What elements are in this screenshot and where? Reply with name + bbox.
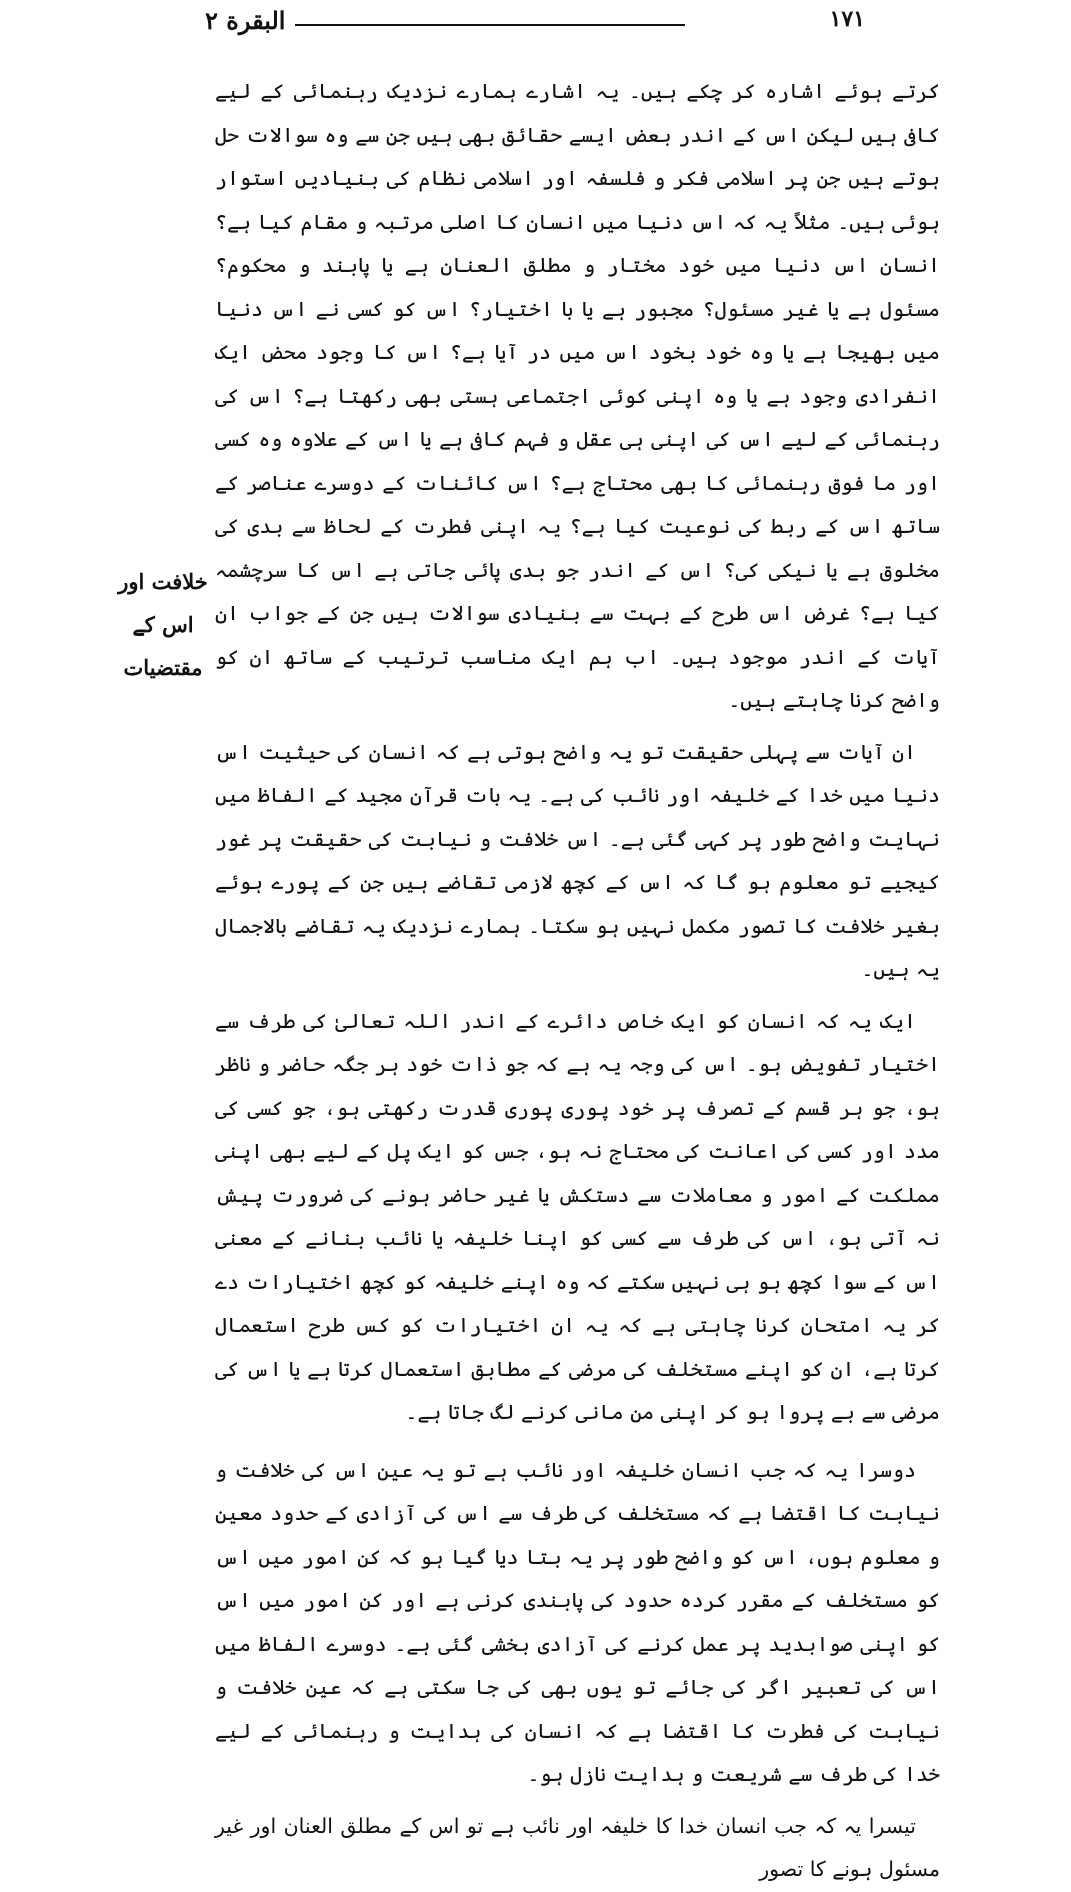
margin-note-line: اس کے [132, 612, 194, 637]
page-body [215, 70, 940, 1881]
page-number: ١٧١ [829, 6, 865, 32]
header-rule [295, 24, 685, 26]
margin-note-line: خلافت اور [118, 569, 208, 594]
paragraph: کرتے ہوئے اشارہ کر چکے ہیں۔ یہ اشارے ہمارے نزدیک رہنمائی کے لیے کافی ہیں لیکن اس کے اندر بعض ایسے حقائق بھی ہیں جن سے وہ سوالات حل ہوتے ہیں جن پر اسلامی فکر و فلسفہ اور اسلامی نظام کی بنیادیں استوار ہوئی ہیں۔ مثلاً یہ کہ اس دنیا میں انسان کا اصلی مرتبہ و مقام کیا ہے؟ انسان اس دنیا میں خود مختار و مطلق العنان ہے یا پابند و محکوم؟ مسئول ہے یا غیر مسئول؟ مجبور ہے یا با اختیار؟ اس کو کسی نے اس دنیا میں بھیجا ہے یا وہ خود بخود اس میں در آیا ہے؟ اس کا وجود محض ایک انفرادی وجود ہے یا وہ اپنی کوئی اجتماعی ہستی بھی رکھتا ہے؟ اس کی رہنمائی کے لیے اس کی اپنی ہی عقل و فہم کافی ہے یا اس کے علاوہ وہ کسی اور ما فوق رہنمائی کا بھی محتاج ہے؟ اس کائنات کے دوسرے عناصر کے ساتھ اس کے ربط کی نوعیت کیا ہے؟ یہ اپنی فطرت کے لحاظ سے بدی کی مخلوق ہے یا نیکی کی؟ اس کے اندر جو بدی پائی جاتی ہے اس کا سرچشمہ کیا ہے؟ غرض اس طرح کے بہت سے بنیادی سوالات ہیں جن کے جواب ان آیات کے اندر موجود ہیں۔ اب ہم ایک مناسب ترتیب کے ساتھ ان کو واضح کرنا چاہتے ہیں۔ [215, 79, 940, 712]
surah-title: البقرة ٢ [205, 6, 286, 35]
paragraph: دوسرا یہ کہ جب انسان خلیفہ اور نائب ہے تو یہ عین اس کی خلافت و نیابت کا اقتضا ہے کہ مستخلف کی طرف سے اس کی آزادی کے حدود معین و معلوم ہوں، اس کو واضح طور پر یہ بتا دیا گیا ہو کہ کن امور میں اس کو مستخلف کے مقرر کردہ حدود کی پابندی کرنی ہے اور کن امور میں اس کو اپنی صوابدید پر عمل کرنے کی آزادی بخشی گئی ہے۔ دوسرے الفاظ میں اس کی تعبیر اگر کی جائے تو یوں بھی کی جا سکتی ہے کہ عین خلافت و نیابت کی فطرت کا اقتضا ہے کہ انسان کی ہدایت و رہنمائی کے لیے خدا کی طرف سے شریعت و ہدایت نازل ہو۔ [215, 1457, 940, 1786]
page-header [205, 6, 865, 40]
paragraph: تیسرا یہ کہ جب انسان خدا کا خلیفہ اور نائب ہے تو اس کے مطلق العنان اور غیر مسئول ہونے کا تصور [215, 1813, 940, 1881]
margin-note-line: مقتضیات [123, 655, 203, 680]
paragraph: ایک یہ کہ انسان کو ایک خاص دائرے کے اندر اللہ تعالیٰ کی طرف سے اختیار تفویض ہو۔ اس کی وجہ یہ ہے کہ جو ذات خود ہر جگہ حاضر و ناظر ہو، جو ہر قسم کے تصرف پر خود پوری پوری قدرت رکھتی ہو، جو کسی کی مدد اور کسی کی اعانت کی محتاج نہ ہو، جس کو ایک پل کے لیے بھی اپنی مملکت کے امور و معاملات سے دستکش یا غیر حاضر ہونے کی ضرورت پیش نہ آتی ہو، اس کی طرف سے کسی کو اپنا خلیفہ یا نائب بنانے کے معنی اس کے سوا کچھ ہو ہی نہیں سکتے کہ وہ اپنے خلیفہ کو کچھ اختیارات دے کر یہ امتحان کرنا چاہتی ہے کہ یہ ان اختیارات کو کس طرح استعمال کرتا ہے، ان کو اپنے مستخلف کی مرضی کے مطابق استعمال کرتا ہے یا اس کی مرضی سے بے پروا ہو کر اپنی من مانی کرنے لگ جاتا ہے۔ [215, 1008, 940, 1424]
margin-note [118, 560, 208, 689]
paragraph: ان آیات سے پہلی حقیقت تو یہ واضح ہوتی ہے کہ انسان کی حیثیت اس دنیا میں خدا کے خلیفہ اور نائب کی ہے۔ یہ بات قرآن مجید کے الفاظ میں نہایت واضح طور پر کہی گئی ہے۔ اس خلافت و نیابت کی حقیقت پر غور کیجیے تو معلوم ہو گا کہ اس کے کچھ لازمی تقاضے ہیں جن کے پورے ہوئے بغیر خلافت کا تصور مکمل نہیں ہو سکتا۔ ہمارے نزدیک یہ تقاضے بالاجمال یہ ہیں۔ [215, 739, 940, 981]
